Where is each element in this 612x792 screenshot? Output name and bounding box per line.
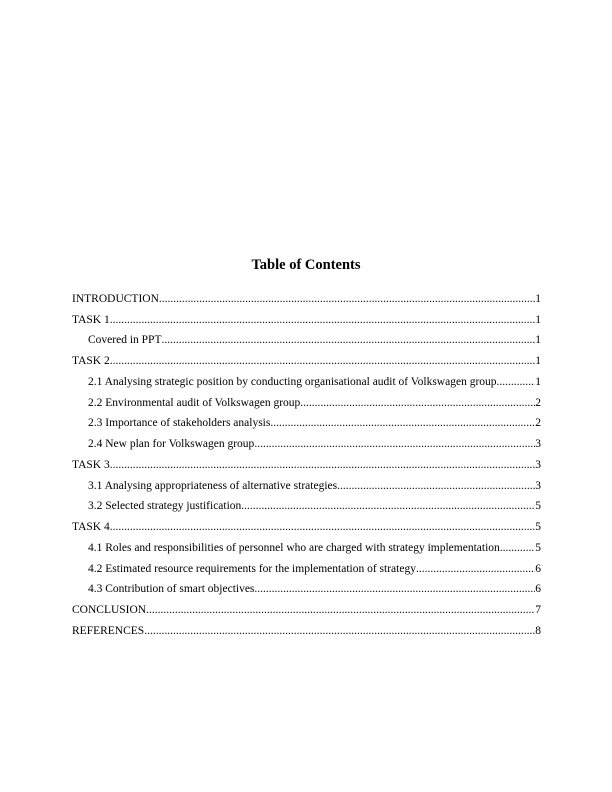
toc-entry-task-4[interactable] xyxy=(72,513,541,534)
toc-dot-leader xyxy=(110,458,536,472)
toc-entry-2-1[interactable] xyxy=(72,368,541,389)
toc-entry-label: 4.3 Contribution of smart objectives xyxy=(88,583,255,596)
toc-entry-2-4[interactable] xyxy=(72,430,541,451)
toc-entry-label: REFERENCES xyxy=(72,624,145,637)
toc-entry-4-2[interactable] xyxy=(72,555,541,576)
toc-entry-page: 5 xyxy=(535,500,541,513)
toc-dot-leader xyxy=(254,437,535,451)
toc-entry-page: 3 xyxy=(535,438,541,450)
toc-dot-leader xyxy=(337,479,535,493)
toc-title: Table of Contents xyxy=(251,257,361,273)
toc-entry-page: 6 xyxy=(535,562,541,575)
toc-entry-label: TASK 3 xyxy=(72,458,110,471)
toc-entry-task-2[interactable] xyxy=(72,347,541,368)
toc-entry-label: CONCLUSION xyxy=(72,604,147,616)
toc-entry-label: 2.4 New plan for Volkswagen group xyxy=(88,438,255,450)
toc-dot-leader xyxy=(497,375,536,389)
toc-entry-page: 6 xyxy=(535,583,541,596)
toc-entry-label: INTRODUCTION xyxy=(72,292,159,305)
toc-list xyxy=(72,285,541,638)
toc-entry-task-1[interactable] xyxy=(72,306,541,327)
toc-entry-label: 2.1 Analysing strategic position by conducting organisational audit of Volkswagen group xyxy=(88,375,497,388)
toc-entry-label: 3.1 Analysing appropriateness of alternative strategies xyxy=(88,479,338,492)
toc-entry-page: 3 xyxy=(535,479,541,492)
toc-entry-page: 1 xyxy=(535,334,541,347)
toc-dot-leader xyxy=(161,333,535,347)
toc-dot-leader xyxy=(270,416,535,430)
toc-dot-leader xyxy=(110,354,536,368)
toc-entry-3-1[interactable] xyxy=(72,472,541,493)
toc-dot-leader xyxy=(146,603,535,617)
toc-entry-2-3[interactable] xyxy=(72,410,541,431)
toc-entry-page: 1 xyxy=(535,292,541,305)
toc-dot-leader xyxy=(416,562,535,576)
toc-dot-leader xyxy=(159,292,535,306)
toc-entry-4-1[interactable] xyxy=(72,534,541,555)
toc-entry-page: 5 xyxy=(535,521,541,533)
toc-entry-covered-in-ppt[interactable] xyxy=(72,327,541,348)
toc-entry-page: 2 xyxy=(535,417,541,430)
toc-dot-leader xyxy=(110,313,536,327)
toc-dot-leader xyxy=(144,624,535,638)
toc-entry-label: 2.2 Environmental audit of Volkswagen group xyxy=(88,396,301,409)
toc-entry-page: 7 xyxy=(535,604,541,616)
toc-entry-label: TASK 2 xyxy=(72,355,110,367)
toc-dot-leader xyxy=(241,499,535,513)
toc-dot-leader xyxy=(300,396,535,410)
toc-entry-label: 4.1 Roles and responsibilities of personnel who are charged with strategy implementation xyxy=(88,541,500,554)
toc-entry-label: 4.2 Estimated resource requirements for the implementation of strategy xyxy=(88,562,416,575)
toc-entry-page: 2 xyxy=(535,396,541,409)
toc-entry-references[interactable] xyxy=(72,617,541,638)
toc-dot-leader xyxy=(254,582,535,596)
toc-entry-page: 1 xyxy=(535,313,541,326)
toc-entry-4-3[interactable] xyxy=(72,576,541,597)
toc-entry-2-2[interactable] xyxy=(72,389,541,410)
toc-dot-leader xyxy=(110,520,536,534)
toc-entry-page: 5 xyxy=(535,541,541,554)
toc-entry-label: TASK 1 xyxy=(72,313,110,326)
toc-entry-page: 3 xyxy=(535,458,541,471)
toc-entry-conclusion[interactable] xyxy=(72,596,541,617)
toc-entry-page: 1 xyxy=(535,375,541,388)
toc-entry-label: 2.3 Importance of stakeholders analysis xyxy=(88,417,271,430)
toc-entry-task-3[interactable] xyxy=(72,451,541,472)
toc-entry-label: Covered in PPT xyxy=(88,334,162,347)
toc-entry-3-2[interactable] xyxy=(72,493,541,514)
toc-entry-introduction[interactable] xyxy=(72,285,541,306)
toc-entry-page: 1 xyxy=(535,355,541,367)
toc-entry-page: 8 xyxy=(535,624,541,637)
toc-dot-leader xyxy=(500,541,535,555)
toc-entry-label: TASK 4 xyxy=(72,521,110,533)
toc-entry-label: 3.2 Selected strategy justification xyxy=(88,500,242,513)
